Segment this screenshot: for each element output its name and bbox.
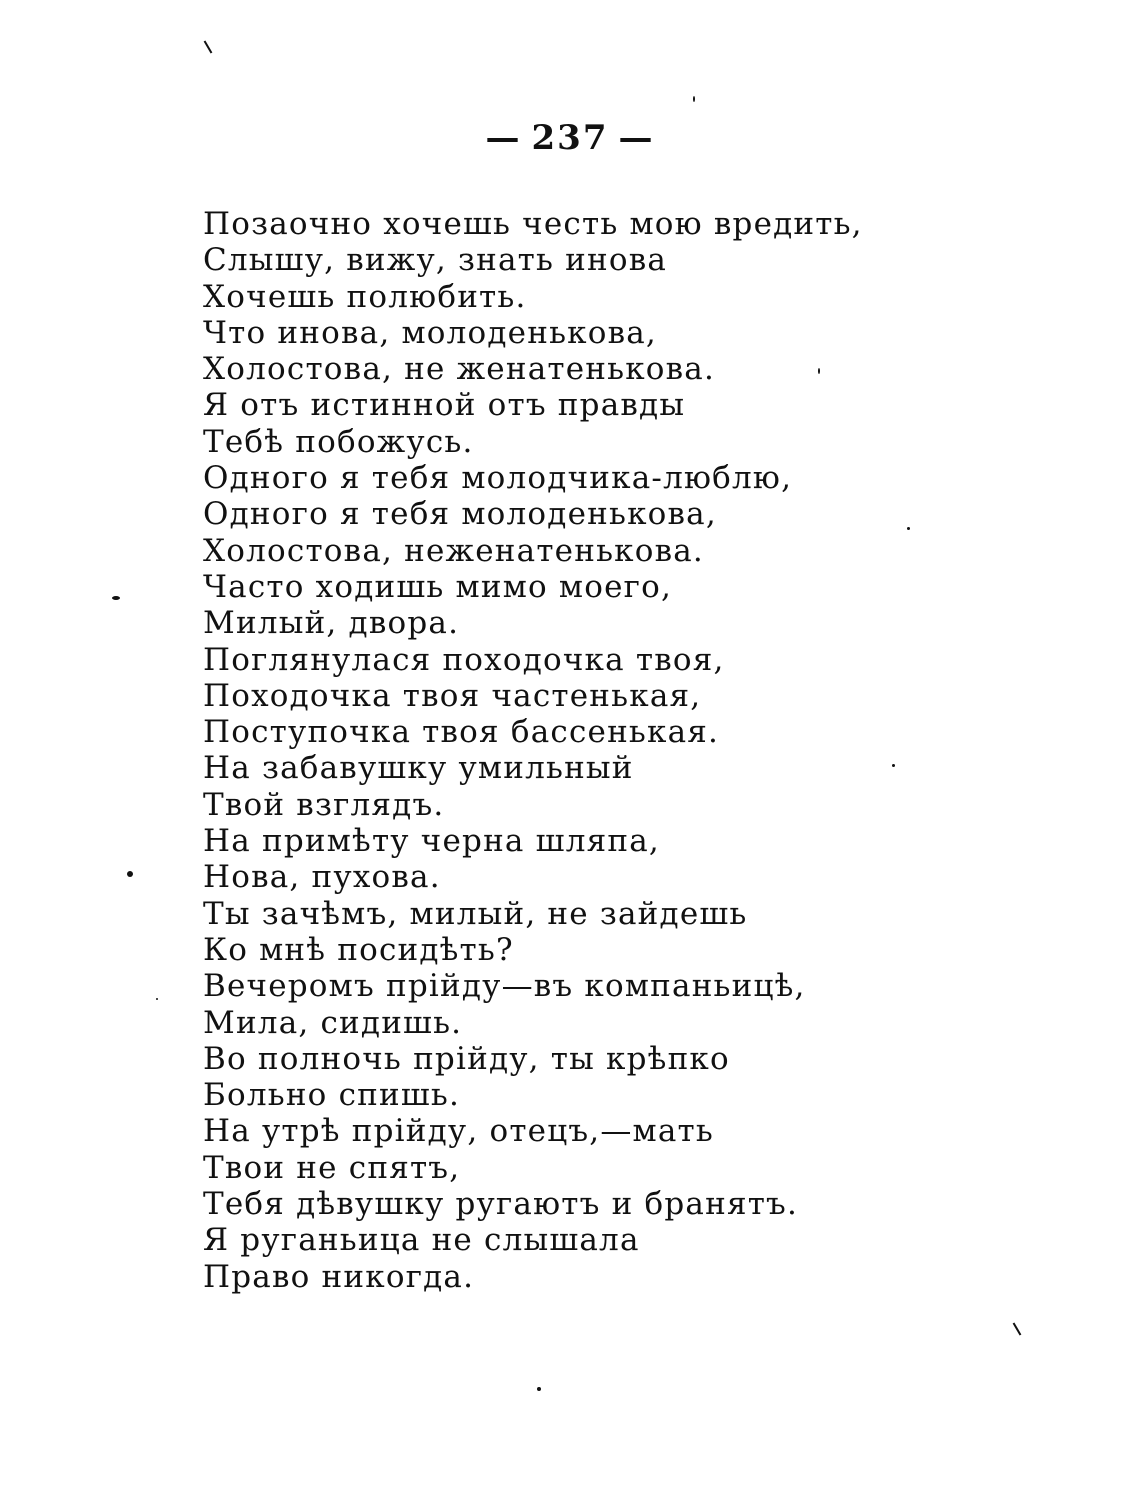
poem-line: Часто ходишь мимо моего, (203, 568, 673, 605)
poem-line: Ты зачѣмъ, милый, не зайдешь (203, 895, 748, 932)
scan-speck (1013, 1322, 1022, 1335)
poem-line: На утрѣ прійду, отецъ,—мать (203, 1113, 714, 1150)
poem-line: Вечеромъ прійду—въ компаньицѣ, (203, 968, 806, 1005)
scan-speck (907, 527, 910, 530)
poem-line: На примѣту черна шляпа, (203, 823, 660, 860)
poem-line: Нова, пухова. (203, 859, 441, 896)
poem-line: Мила, сидишь. (203, 1004, 463, 1041)
scan-speck (693, 96, 695, 102)
poem-line: Что инова, молоденькова, (203, 314, 657, 351)
poem-line: Право никогда. (203, 1258, 475, 1295)
poem-line: Позаочно хочешь честь мою вредить, (203, 206, 863, 242)
poem-line: Слышу, вижу, знать инова (203, 242, 668, 279)
poem-line: Я отъ истинной отъ правды (203, 387, 686, 424)
poem-line: Больно спишь. (203, 1077, 461, 1114)
page-number: 237 (531, 118, 609, 158)
poem-text (203, 206, 1103, 1295)
poem-line: Твои не спятъ, (203, 1149, 461, 1186)
poem-line: Ко мнѣ посидѣть? (203, 931, 514, 968)
scan-speck (892, 764, 895, 767)
page-number-dash-right: — (618, 118, 655, 158)
poem-line: Одного я тебя молодчика-люблю, (203, 460, 793, 497)
poem-line: Холостова, не женатенькова. (203, 351, 716, 388)
scan-speck (818, 368, 820, 374)
poem-line: Поглянулася походочка твоя, (203, 641, 725, 678)
poem-line: Твой взглядъ. (203, 786, 445, 823)
scan-speck (204, 40, 213, 53)
poem-line: Хочешь полюбить. (203, 278, 527, 315)
scan-speck (156, 998, 158, 1000)
poem-line: Походочка твоя частенькая, (203, 677, 702, 714)
poem-line: Одного я тебя молоденькова, (203, 496, 717, 533)
poem-line: Поступочка твоя бассенькая. (203, 714, 720, 751)
poem-line: Милый, двора. (203, 605, 460, 642)
page-number-header (0, 118, 1140, 158)
poem-line: Во полночь прійду, ты крѣпко (203, 1040, 730, 1077)
poem-line: На забавушку умильный (203, 750, 634, 787)
poem-line: Я руганьица не слышала (203, 1222, 640, 1259)
poem-line: Тебя дѣвушку ругаютъ и бранятъ. (203, 1186, 799, 1223)
scan-speck (112, 596, 120, 600)
poem-line: Холостова, неженатенькова. (203, 532, 704, 569)
scan-speck (537, 1387, 541, 1391)
scan-speck (127, 871, 133, 877)
poem-line: Тебѣ побожусь. (203, 423, 474, 460)
page-number-dash-left: — (485, 118, 522, 158)
